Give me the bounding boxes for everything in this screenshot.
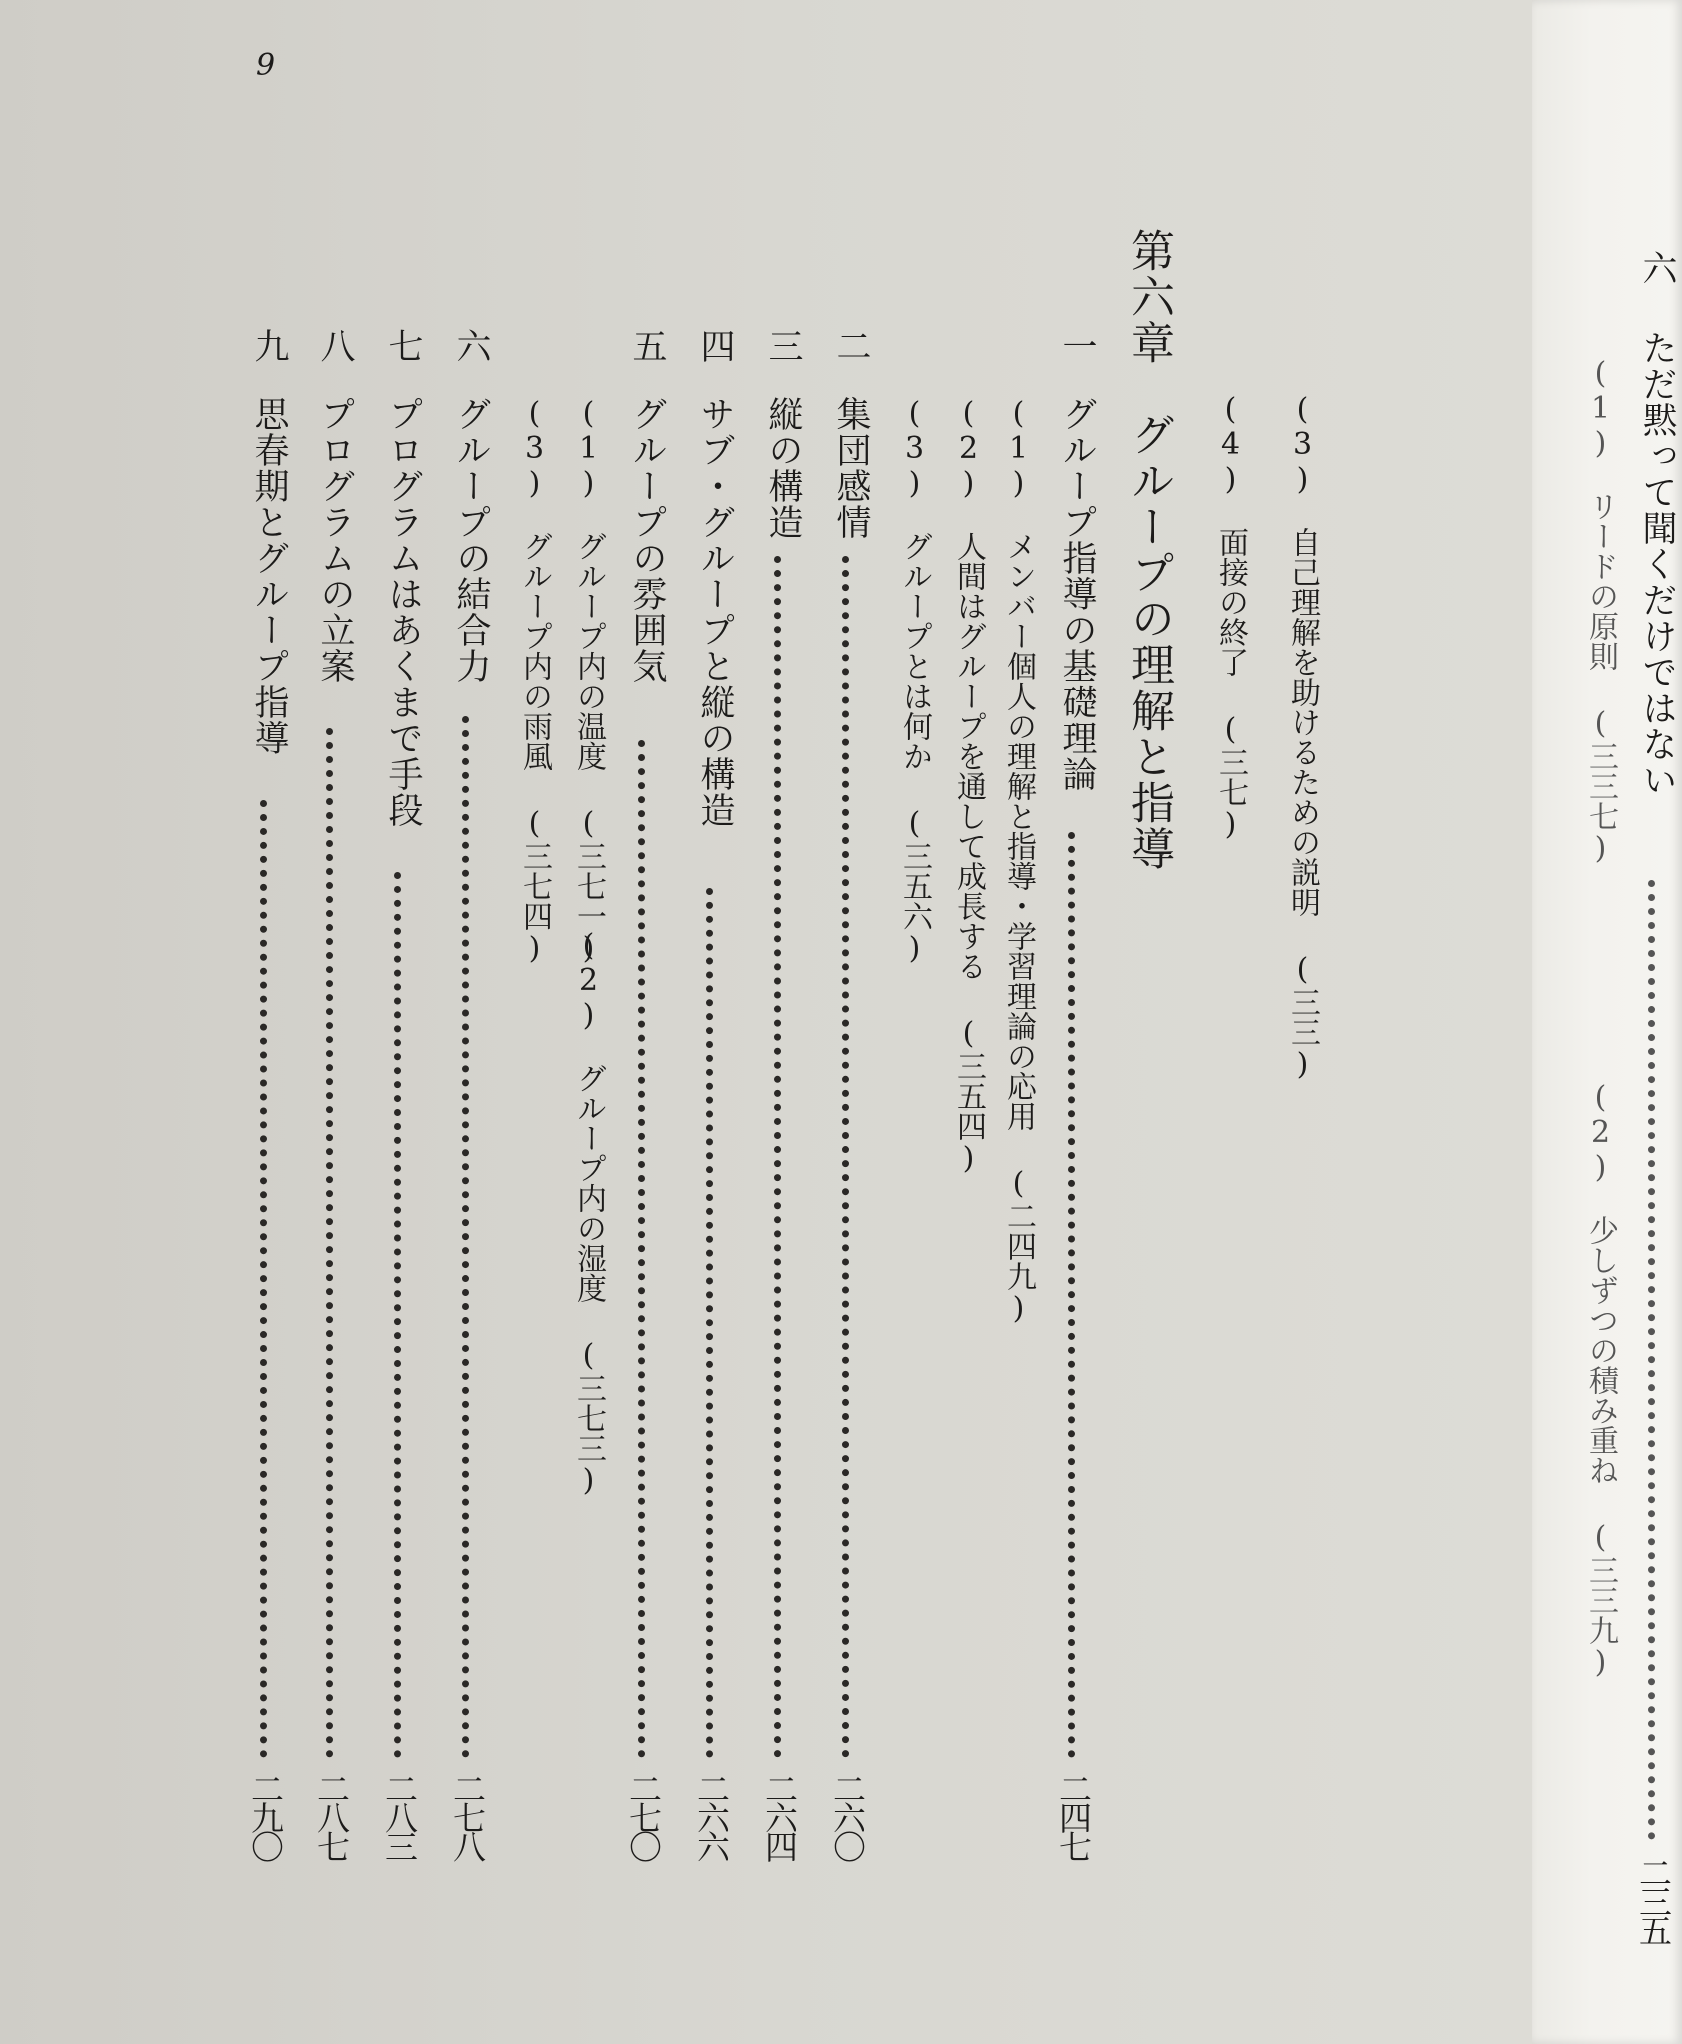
toc-leader-dots bbox=[774, 556, 781, 1758]
toc-subentry-3: (3) 自己理解を助けるための説明 (三三) bbox=[1285, 392, 1320, 1082]
toc-section-4-page: 二六六 bbox=[692, 1772, 731, 1859]
toc-section-5-number: 五 bbox=[627, 328, 667, 364]
toc-section-3-page: 二六四 bbox=[760, 1772, 799, 1859]
toc-section-7-page: 二八三 bbox=[380, 1772, 419, 1859]
right-heading-title: ただ黙って聞くだけではない bbox=[1637, 330, 1677, 798]
page-number: 9 bbox=[256, 48, 276, 83]
toc-subentry-5-1: (1) グループ内の温度 (三七一) bbox=[571, 396, 606, 966]
toc-leader-dots bbox=[706, 888, 713, 1758]
toc-section-8-number: 八 bbox=[315, 328, 355, 364]
toc-leader-dots bbox=[260, 800, 267, 1758]
toc-section-1-number: 一 bbox=[1057, 328, 1097, 364]
toc-section-6-title: グループの結合力 bbox=[451, 396, 491, 684]
chapter-title: 第六章 グループの理解と指導 bbox=[1123, 228, 1174, 872]
toc-leader-dots bbox=[462, 716, 469, 1758]
toc-section-9-page: 二九〇 bbox=[246, 1772, 285, 1859]
toc-section-7-title: プログラムはあくまで手段 bbox=[383, 396, 423, 828]
toc-section-1-title: グループ指導の基礎理論 bbox=[1057, 396, 1097, 792]
right-heading-page: 二三五 bbox=[1634, 1856, 1673, 1943]
toc-section-8-title: プログラムの立案 bbox=[315, 396, 355, 684]
toc-section-7-number: 七 bbox=[383, 328, 423, 364]
toc-subentry-1-3: (3) グループとは何か (三五六) bbox=[897, 396, 932, 966]
toc-section-8-page: 二八七 bbox=[312, 1772, 351, 1859]
toc-leader-dots bbox=[326, 728, 333, 1758]
toc-leader-dots bbox=[394, 872, 401, 1758]
right-heading-number: 六 bbox=[1637, 250, 1677, 286]
toc-leader-dots bbox=[1648, 880, 1655, 1840]
toc-section-1-page: 二四七 bbox=[1054, 1772, 1093, 1859]
toc-section-2-title: 集団感情 bbox=[831, 396, 871, 540]
toc-leader-dots bbox=[638, 740, 645, 1758]
toc-section-2-number: 二 bbox=[831, 328, 871, 364]
toc-section-5-title: グループの雰囲気 bbox=[627, 396, 667, 684]
toc-section-6-page: 二七八 bbox=[448, 1772, 487, 1859]
toc-section-9-number: 九 bbox=[249, 328, 289, 364]
right-subentry-2: (2) 少しずつの積み重ね (三三九) bbox=[1583, 1080, 1618, 1680]
toc-section-9-title: 思春期とグループ指導 bbox=[249, 396, 289, 756]
toc-subentry-1-2: (2) 人間はグループを通して成長する (三五四) bbox=[951, 396, 986, 1176]
right-subentry-1: (1) リードの原則 (三三七) bbox=[1583, 356, 1618, 866]
toc-section-5-page: 二七〇 bbox=[624, 1772, 663, 1859]
toc-section-4-title: サブ・グループと縦の構造 bbox=[695, 396, 735, 828]
right-page bbox=[1532, 0, 1682, 2044]
toc-section-2-page: 二六〇 bbox=[828, 1772, 867, 1859]
toc-section-6-number: 六 bbox=[451, 328, 491, 364]
toc-section-4-number: 四 bbox=[695, 328, 735, 364]
toc-subentry-1-1: (1) メンバー個人の理解と指導・学習理論の応用 (二四九) bbox=[1001, 396, 1036, 1326]
toc-subentry-4: (4) 面接の終了 (三七) bbox=[1213, 392, 1248, 842]
toc-subentry-5-2: (2) グループ内の湿度 (三七三) bbox=[571, 928, 606, 1498]
toc-section-3-number: 三 bbox=[763, 328, 803, 364]
toc-leader-dots bbox=[842, 556, 849, 1758]
toc-section-3-title: 縦の構造 bbox=[763, 396, 803, 540]
toc-subentry-5-3: (3) グループ内の雨風 (三七四) bbox=[517, 396, 552, 966]
toc-leader-dots bbox=[1068, 832, 1075, 1758]
